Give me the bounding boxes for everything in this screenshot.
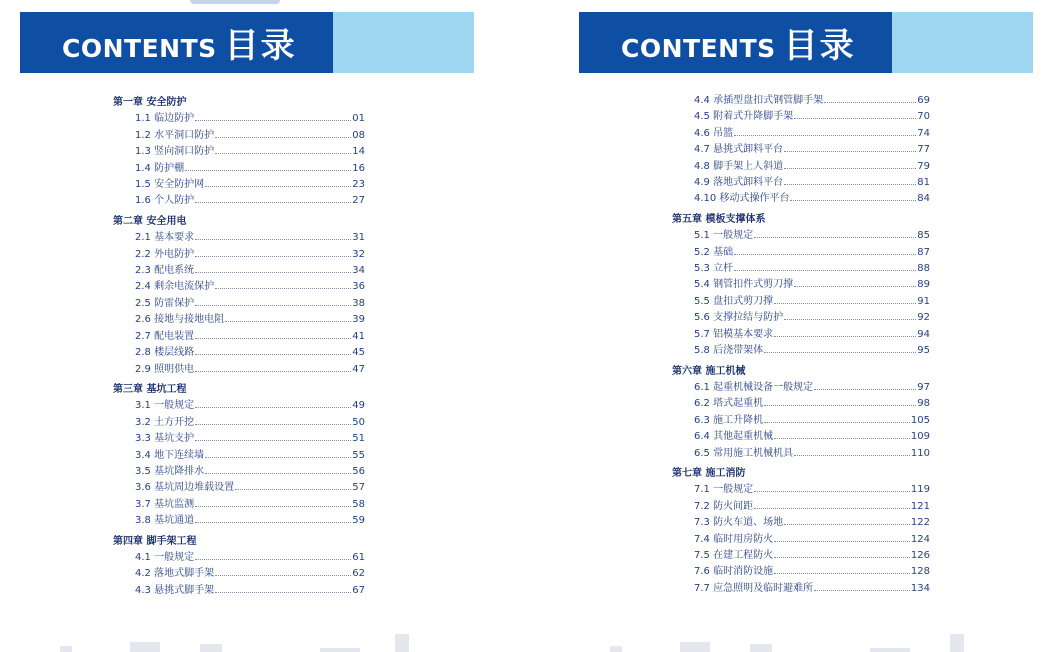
toc-entry-page: 69 bbox=[917, 95, 930, 106]
toc-entry-page: 61 bbox=[352, 551, 365, 563]
toc-entry-label: 3.1 一般规定 bbox=[135, 400, 195, 412]
toc-entry-label: 4.5 附着式升降脚手架 bbox=[694, 111, 794, 123]
chapter-heading: 第二章 安全用电 bbox=[113, 215, 187, 227]
toc-entry[interactable] bbox=[113, 329, 365, 345]
toc-entry-label: 7.2 防火间距 bbox=[694, 500, 754, 512]
deco-bar bbox=[130, 642, 160, 652]
toc-entry[interactable] bbox=[672, 294, 930, 310]
toc-entry-label: 6.4 其他起重机械 bbox=[694, 431, 774, 443]
toc-entry-page: 126 bbox=[910, 549, 930, 561]
toc-entry[interactable] bbox=[113, 431, 365, 447]
toc-entry-page: 121 bbox=[910, 500, 930, 512]
toc-entry-page: 14 bbox=[352, 146, 365, 158]
toc-entry[interactable] bbox=[113, 193, 365, 209]
toc-entry-label: 1.1 临边防护 bbox=[135, 113, 195, 125]
dot-leader bbox=[764, 422, 910, 423]
toc-entry-page: 51 bbox=[352, 433, 365, 445]
toc-entry-label: 4.7 悬挑式卸料平台 bbox=[694, 144, 784, 156]
dot-leader bbox=[774, 303, 916, 304]
toc-entry-page: 77 bbox=[917, 144, 930, 156]
toc-entry-label: 5.7 铝模基本要求 bbox=[694, 328, 774, 340]
toc-entry[interactable] bbox=[672, 310, 930, 326]
banner-dark-block bbox=[20, 12, 333, 73]
dot-leader bbox=[814, 590, 910, 591]
top-decoration bbox=[190, 0, 280, 4]
dot-leader bbox=[195, 424, 351, 425]
toc-entry-page: 128 bbox=[910, 566, 930, 578]
banner-title-cn: 目录 bbox=[224, 26, 297, 66]
toc-entry-page: 124 bbox=[910, 533, 930, 545]
toc-entry-label: 1.6 个人防护 bbox=[135, 195, 195, 207]
toc-entry-page: 134 bbox=[910, 582, 930, 594]
banner-light-block bbox=[333, 12, 474, 73]
toc-entry-label: 5.4 钢管扣件式剪刀撑 bbox=[694, 279, 794, 291]
toc-entry-label: 2.2 外电防护 bbox=[135, 248, 195, 260]
toc-entry-label: 5.8 后浇带架体 bbox=[694, 345, 764, 357]
dot-leader bbox=[824, 102, 916, 103]
toc-entry[interactable] bbox=[113, 144, 365, 160]
toc-entry-label: 7.5 在建工程防火 bbox=[694, 549, 774, 561]
toc-entry-label: 5.6 支撑拉结与防护 bbox=[694, 312, 784, 324]
deco-bar bbox=[320, 648, 360, 652]
toc-entry-page: 97 bbox=[917, 381, 930, 393]
toc-page-left bbox=[0, 0, 520, 652]
toc-entry-label: 4.9 落地式卸料平台 bbox=[694, 177, 784, 189]
dot-leader bbox=[195, 354, 351, 355]
toc-entry-page: 39 bbox=[352, 314, 365, 326]
toc-entry-label: 3.6 基坑周边堆载设置 bbox=[135, 482, 235, 494]
toc-entry[interactable] bbox=[672, 380, 930, 396]
dot-leader bbox=[764, 405, 916, 406]
toc-entry[interactable] bbox=[672, 142, 930, 158]
dot-leader bbox=[774, 336, 916, 337]
toc-entry-label: 1.3 竖向洞口防护 bbox=[135, 146, 215, 158]
dot-leader bbox=[784, 524, 910, 525]
toc-entry-label: 1.4 防护棚 bbox=[135, 162, 185, 174]
toc-entry-label: 1.2 水平洞口防护 bbox=[135, 129, 215, 141]
dot-leader bbox=[754, 491, 910, 492]
dot-leader bbox=[215, 153, 351, 154]
banner-title bbox=[621, 18, 856, 67]
toc-list bbox=[113, 95, 365, 599]
toc-entry-page: 50 bbox=[352, 416, 365, 428]
deco-bar bbox=[950, 634, 964, 652]
toc-entry[interactable] bbox=[672, 175, 930, 191]
toc-entry-page: 58 bbox=[352, 498, 365, 510]
toc-entry-label: 2.8 楼层线路 bbox=[135, 347, 195, 359]
dot-leader bbox=[215, 288, 351, 289]
toc-entry-page: 08 bbox=[352, 129, 365, 141]
dot-leader bbox=[195, 202, 351, 203]
toc-entry-label: 3.4 地下连续墙 bbox=[135, 449, 205, 461]
toc-entry-page: 91 bbox=[917, 295, 930, 307]
dot-leader bbox=[774, 557, 910, 558]
toc-entry[interactable] bbox=[672, 126, 930, 142]
dot-leader bbox=[754, 508, 910, 509]
toc-entry-page: 31 bbox=[352, 232, 365, 244]
chapter-heading: 第六章 施工机械 bbox=[672, 365, 746, 377]
toc-entry-page: 45 bbox=[352, 347, 365, 359]
toc-entry-page: 79 bbox=[917, 160, 930, 172]
toc-entry[interactable] bbox=[113, 279, 365, 295]
bottom-decoration bbox=[610, 634, 970, 652]
dot-leader bbox=[215, 137, 351, 138]
toc-entry[interactable] bbox=[113, 513, 365, 529]
toc-entry-page: 81 bbox=[917, 177, 930, 189]
dot-leader bbox=[185, 170, 351, 171]
toc-entry[interactable] bbox=[113, 362, 365, 378]
dot-leader bbox=[784, 168, 916, 169]
toc-entry-page: 41 bbox=[352, 330, 365, 342]
toc-entry-label: 4.2 落地式脚手架 bbox=[135, 568, 215, 580]
deco-bar bbox=[610, 646, 622, 652]
toc-entry-page: 89 bbox=[917, 279, 930, 291]
toc-entry-label: 5.1 一般规定 bbox=[694, 230, 754, 242]
dot-leader bbox=[205, 457, 351, 458]
toc-entry[interactable] bbox=[113, 128, 365, 144]
deco-bar bbox=[60, 646, 72, 652]
toc-entry-label: 2.1 基本要求 bbox=[135, 232, 195, 244]
toc-entry-label: 7.6 临时消防设施 bbox=[694, 566, 774, 578]
toc-entry[interactable] bbox=[113, 583, 365, 599]
toc-entry-label: 4.8 脚手架上人斜道 bbox=[694, 160, 784, 172]
toc-entry[interactable] bbox=[113, 161, 365, 177]
toc-entry[interactable] bbox=[113, 247, 365, 263]
dot-leader bbox=[784, 319, 916, 320]
dot-leader bbox=[195, 371, 351, 372]
chapter-heading: 第一章 安全防护 bbox=[113, 97, 187, 108]
toc-entry[interactable] bbox=[672, 413, 930, 429]
toc-entry[interactable] bbox=[113, 312, 365, 328]
toc-entry-page: 92 bbox=[917, 312, 930, 324]
toc-entry-page: 98 bbox=[917, 398, 930, 410]
toc-entry-label: 4.10 移动式操作平台 bbox=[694, 193, 790, 205]
dot-leader bbox=[235, 489, 351, 490]
toc-entry-label: 3.3 基坑支护 bbox=[135, 433, 195, 445]
toc-entry-page: 87 bbox=[917, 246, 930, 258]
toc-entry[interactable] bbox=[113, 415, 365, 431]
toc-entry-label: 2.3 配电系统 bbox=[135, 265, 195, 277]
toc-entry[interactable] bbox=[672, 515, 930, 531]
banner-title bbox=[62, 18, 297, 67]
toc-entry[interactable] bbox=[672, 499, 930, 515]
toc-entry[interactable] bbox=[672, 482, 930, 498]
dot-leader bbox=[814, 389, 916, 390]
dot-leader bbox=[734, 135, 916, 136]
toc-entry[interactable] bbox=[672, 277, 930, 293]
banner-title-cn: 目录 bbox=[783, 26, 856, 66]
contents-banner bbox=[579, 12, 1034, 73]
toc-entry[interactable] bbox=[113, 296, 365, 312]
dot-leader bbox=[784, 184, 916, 185]
toc-entry[interactable] bbox=[672, 564, 930, 580]
dot-leader bbox=[774, 438, 910, 439]
toc-entry-label: 4.4 承插型盘扣式钢管脚手架 bbox=[694, 95, 824, 106]
toc-entry[interactable] bbox=[113, 111, 365, 127]
toc-entry-page: 56 bbox=[352, 465, 365, 477]
toc-entry-label: 4.6 吊篮 bbox=[694, 127, 734, 139]
toc-entry-label: 1.5 安全防护网 bbox=[135, 179, 205, 191]
toc-entry-page: 84 bbox=[917, 193, 930, 205]
dot-leader bbox=[734, 270, 916, 271]
toc-entry[interactable] bbox=[672, 396, 930, 412]
toc-entry-label: 2.7 配电装置 bbox=[135, 330, 195, 342]
toc-entry-label: 2.6 接地与接地电阻 bbox=[135, 314, 225, 326]
toc-entry-label: 7.1 一般规定 bbox=[694, 484, 754, 496]
dot-leader bbox=[794, 455, 910, 456]
toc-entry[interactable] bbox=[113, 230, 365, 246]
dot-leader bbox=[794, 118, 916, 119]
toc-entry-page: 32 bbox=[352, 248, 365, 260]
dot-leader bbox=[205, 473, 351, 474]
dot-leader bbox=[774, 573, 910, 574]
toc-entry-label: 3.2 土方开挖 bbox=[135, 416, 195, 428]
dot-leader bbox=[734, 254, 916, 255]
toc-entry[interactable] bbox=[672, 532, 930, 548]
toc-entry-label: 6.1 起重机械设备一般规定 bbox=[694, 381, 814, 393]
toc-entry-label: 4.1 一般规定 bbox=[135, 551, 195, 563]
toc-entry-label: 2.5 防雷保护 bbox=[135, 297, 195, 309]
toc-entry-label: 5.5 盘扣式剪刀撑 bbox=[694, 295, 774, 307]
toc-entry-page: 16 bbox=[352, 162, 365, 174]
banner-dark-block bbox=[579, 12, 892, 73]
toc-entry[interactable] bbox=[672, 429, 930, 445]
toc-entry-label: 4.3 悬挑式脚手架 bbox=[135, 584, 215, 596]
toc-entry[interactable] bbox=[113, 480, 365, 496]
toc-entry[interactable] bbox=[672, 109, 930, 125]
toc-entry-page: 36 bbox=[352, 281, 365, 293]
toc-entry[interactable] bbox=[113, 448, 365, 464]
toc-entry-page: 70 bbox=[917, 111, 930, 123]
banner-title-en: CONTENTS bbox=[621, 34, 776, 63]
dot-leader bbox=[215, 592, 351, 593]
toc-page-right bbox=[560, 0, 1055, 652]
toc-entry-page: 110 bbox=[910, 447, 930, 459]
dot-leader bbox=[764, 352, 916, 353]
toc-entry[interactable] bbox=[113, 464, 365, 480]
dot-leader bbox=[195, 407, 351, 408]
dot-leader bbox=[195, 272, 351, 273]
toc-entry[interactable] bbox=[113, 345, 365, 361]
chapter-heading: 第五章 模板支撑体系 bbox=[672, 213, 766, 225]
bottom-decoration bbox=[60, 634, 420, 652]
toc-entry-page: 23 bbox=[352, 179, 365, 191]
dot-leader bbox=[195, 522, 351, 523]
deco-bar bbox=[680, 642, 710, 652]
banner-title-en: CONTENTS bbox=[62, 34, 217, 63]
toc-entry[interactable] bbox=[113, 566, 365, 582]
toc-entry-label: 7.4 临时用房防火 bbox=[694, 533, 774, 545]
toc-entry[interactable] bbox=[113, 398, 365, 414]
toc-entry-label: 6.5 常用施工机械机具 bbox=[694, 447, 794, 459]
toc-entry-label: 5.3 立杆 bbox=[694, 263, 734, 275]
dot-leader bbox=[754, 237, 916, 238]
dot-leader bbox=[195, 559, 351, 560]
toc-entry-page: 57 bbox=[352, 482, 365, 494]
toc-entry-page: 109 bbox=[910, 431, 930, 443]
toc-entry[interactable] bbox=[113, 497, 365, 513]
toc-entry-page: 85 bbox=[917, 230, 930, 242]
toc-list bbox=[672, 93, 930, 597]
deco-bar bbox=[870, 648, 910, 652]
dot-leader bbox=[195, 305, 351, 306]
deco-bar bbox=[750, 644, 772, 652]
toc-entry-page: 67 bbox=[352, 584, 365, 596]
deco-bar bbox=[395, 634, 409, 652]
toc-entry[interactable] bbox=[672, 446, 930, 462]
toc-entry-label: 6.2 塔式起重机 bbox=[694, 398, 764, 410]
toc-entry[interactable] bbox=[672, 581, 930, 597]
toc-entry-page: 55 bbox=[352, 449, 365, 461]
toc-entry-page: 49 bbox=[352, 400, 365, 412]
toc-entry-page: 95 bbox=[917, 345, 930, 357]
toc-entry-page: 119 bbox=[910, 484, 930, 496]
toc-entry-page: 01 bbox=[352, 113, 365, 125]
dot-leader bbox=[205, 186, 351, 187]
toc-entry[interactable] bbox=[113, 550, 365, 566]
dot-leader bbox=[794, 286, 916, 287]
dot-leader bbox=[195, 120, 351, 121]
toc-entry[interactable] bbox=[113, 177, 365, 193]
toc-entry-page: 105 bbox=[910, 414, 930, 426]
toc-entry[interactable] bbox=[672, 228, 930, 244]
dot-leader bbox=[195, 440, 351, 441]
toc-entry-label: 3.5 基坑降排水 bbox=[135, 465, 205, 477]
toc-entry[interactable] bbox=[113, 263, 365, 279]
toc-entry-label: 6.3 施工升降机 bbox=[694, 414, 764, 426]
toc-entry-page: 94 bbox=[917, 328, 930, 340]
toc-entry[interactable] bbox=[672, 93, 930, 109]
toc-entry-page: 27 bbox=[352, 195, 365, 207]
dot-leader bbox=[215, 575, 351, 576]
contents-banner bbox=[20, 12, 474, 73]
dot-leader bbox=[784, 151, 916, 152]
toc-entry[interactable] bbox=[672, 261, 930, 277]
toc-entry[interactable] bbox=[672, 159, 930, 175]
toc-entry-page: 59 bbox=[352, 515, 365, 527]
toc-entry-page: 47 bbox=[352, 363, 365, 375]
toc-entry-page: 34 bbox=[352, 265, 365, 277]
toc-entry-page: 62 bbox=[352, 568, 365, 580]
toc-entry-page: 38 bbox=[352, 297, 365, 309]
chapter-heading: 第三章 基坑工程 bbox=[113, 383, 187, 395]
toc-entry-label: 7.7 应急照明及临时避难所 bbox=[694, 582, 814, 594]
deco-bar bbox=[200, 644, 222, 652]
dot-leader bbox=[225, 321, 351, 322]
toc-entry-label: 3.8 基坑通道 bbox=[135, 515, 195, 527]
toc-entry-label: 2.4 剩余电流保护 bbox=[135, 281, 215, 293]
toc-entry-label: 5.2 基础 bbox=[694, 246, 734, 258]
toc-entry[interactable] bbox=[672, 327, 930, 343]
dot-leader bbox=[195, 506, 351, 507]
dot-leader bbox=[195, 338, 351, 339]
dot-leader bbox=[195, 239, 351, 240]
toc-entry-label: 2.9 照明供电 bbox=[135, 363, 195, 375]
toc-entry[interactable] bbox=[672, 191, 930, 207]
banner-light-block bbox=[892, 12, 1033, 73]
toc-entry-label: 3.7 基坑监测 bbox=[135, 498, 195, 510]
toc-entry-page: 122 bbox=[910, 517, 930, 529]
toc-entry-page: 88 bbox=[917, 263, 930, 275]
toc-entry-label: 7.3 防火车道、场地 bbox=[694, 517, 784, 529]
chapter-heading: 第四章 脚手架工程 bbox=[113, 535, 197, 547]
toc-entry[interactable] bbox=[672, 343, 930, 359]
dot-leader bbox=[774, 541, 910, 542]
toc-entry[interactable] bbox=[672, 548, 930, 564]
toc-entry-page: 74 bbox=[917, 127, 930, 139]
dot-leader bbox=[790, 200, 916, 201]
chapter-heading: 第七章 施工消防 bbox=[672, 467, 746, 479]
dot-leader bbox=[195, 256, 351, 257]
toc-entry[interactable] bbox=[672, 245, 930, 261]
